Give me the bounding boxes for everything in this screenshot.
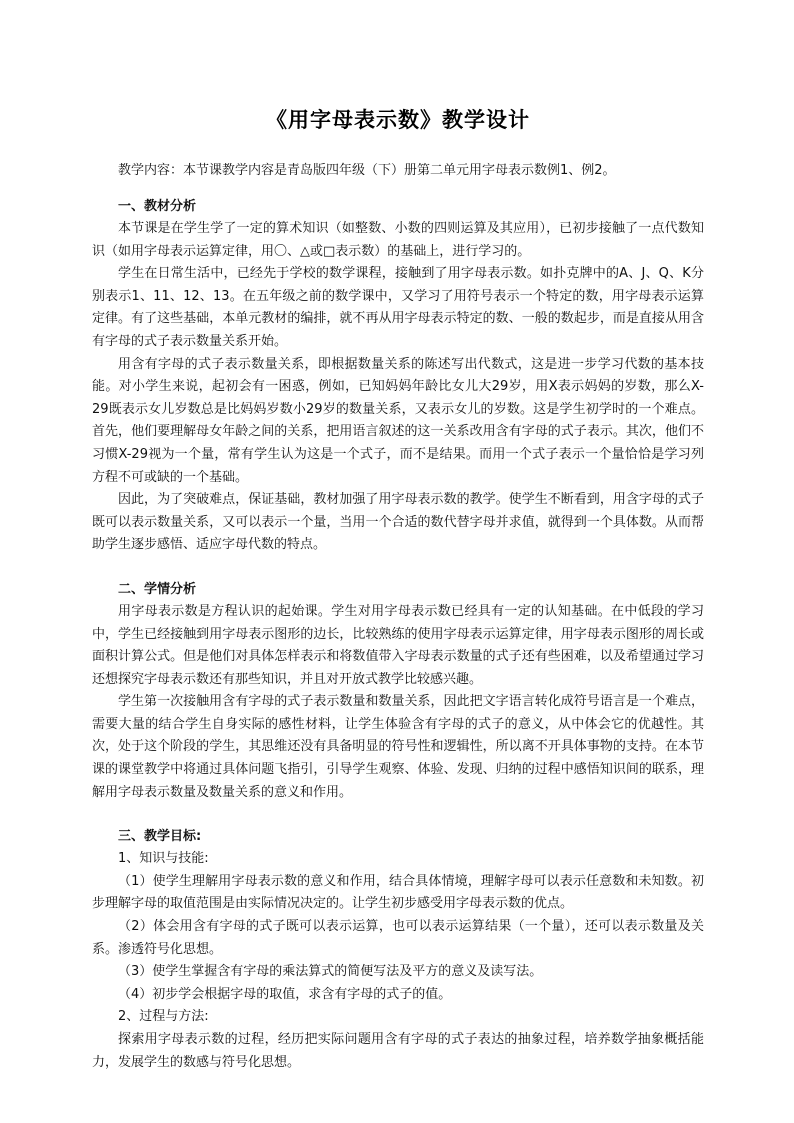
section-heading-teaching-goals: 三、教学目标: xyxy=(118,829,202,845)
goal-item: （1）使学生理解用字母表示数的意义和作用，结合具体情境，理解字母可以表示任意数和未知数。初步理解字母的取值范围是由实际情况决定的。让学生初步感受用字母表示数的优点。 xyxy=(92,873,704,912)
section-heading-textbook-analysis: 一、教材分析 xyxy=(118,199,197,214)
teaching-content-line: 教学内容：本节课教学内容是青岛版四年级（下）册第二单元用字母表示数例1、例2。 xyxy=(118,163,616,178)
paragraph: 学生在日常生活中，已经先于学校的数学课程，接触到了用字母表示数。如扑克牌中的A、J、Q、K分别表示1、11、12、13。在五年级之前的数学课中，又学习了用符号表示一个特定的数，用字母表示运算定律。有了这些基础，本单元教材的编排，就不再从用字母表示特定的数、一般的数起步，而是直接从用含有字母的式子表示数量关系开始。 xyxy=(92,266,704,349)
paragraph: 探索用字母表示数的过程，经历把实际问题用含有字母的式子表达的抽象过程，培养数学抽象概括能力，发展学生的数感与符号化思想。 xyxy=(92,1032,704,1070)
goal-item: （4）初步学会根据字母的取值，求含有字母的式子的值。 xyxy=(118,986,452,1002)
goal-item: （3）使学生掌握含有字母的乘法算式的简便写法及平方的意义及读写法。 xyxy=(118,964,543,980)
paragraph: 本节课是在学生学了一定的算术知识（如整数、小数的四则运算及其应用），已初步接触了一点代数知识（如用字母表示运算定律，用〇、△或□表示数）的基础上，进行学习的。 xyxy=(92,221,704,259)
subheading-knowledge-skills: 1、知识与技能: xyxy=(118,851,209,867)
subheading-process-method: 2、过程与方法: xyxy=(118,1009,209,1025)
spacer xyxy=(92,557,704,579)
document-page xyxy=(92,100,704,1074)
spacer xyxy=(92,804,704,826)
paragraph: 因此，为了突破难点，保证基础，教材加强了用字母表示数的教学。使学生不断看到，用含字母的式子既可以表示数量关系，又可以表示一个量，当用一个合适的数代替字母并求值，就得到一个具体数。从而帮助学生逐步感悟、适应字母代数的特点。 xyxy=(92,492,704,553)
goal-item: （2）体会用含有字母的式子既可以表示运算，也可以表示运算结果（一个量），还可以表示数量及关系。渗透符号化思想。 xyxy=(92,919,704,957)
document-title: 《用字母表示数》教学设计 xyxy=(266,107,530,132)
paragraph: 用含有字母的式子表示数量关系，即根据数量关系的陈述写出代数式，这是进一步学习代数的基本技能。对小学生来说，起初会有一困惑，例如，已知妈妈年龄比女儿大29岁，用X表示妈妈的岁数，那么X-29既表示女儿岁数总是比妈妈岁数小29岁的数量关系，又表示女儿的岁数。这是学生初学时的一个难点。首先，他们要理解母女年龄之间的关系，把用语言叙述的这一关系改用含有字母的式子表示。其次，他们不习惯X-29视为一个量，常有学生认为这是一个式子，而不是结果。而用一个式子表示一个量恰恰是学习列方程不可或缺的一个基础。 xyxy=(92,356,704,485)
paragraph: 用字母表示数是方程认识的起始课。学生对用字母表示数已经具有一定的认知基础。在中低段的学习中，学生已经接触到用字母表示图形的边长，比较熟练的使用字母表示运算定律，用字母表示图形的周长或面积计算公式。但是他们对具体怎样表示和将数值带入字母表示数量的式子还有些困难，以及希望通过学习还想探究字母表示数还有那些知识，并且对开放式教学比较感兴趣。 xyxy=(92,603,704,687)
section-heading-student-analysis: 二、学情分析 xyxy=(118,581,197,597)
paragraph: 学生第一次接触用含有字母的式子表示数量和数量关系，因此把文字语言转化成符号语言是一个难点，需要大量的结合学生自身实际的感性材料，让学生体验含有字母的式子的意义，从中体会它的优越性。其次，处于这个阶段的学生，其思维还没有具备明显的符号性和逻辑性，所以离不开具体事物的支持。在本节课的课堂教学中将通过具体问题飞指引，引导学生观察、体验、发现、归纳的过程中感悟知识间的联系，理解用字母表示数量及数量关系的意义和作用。 xyxy=(92,694,704,800)
